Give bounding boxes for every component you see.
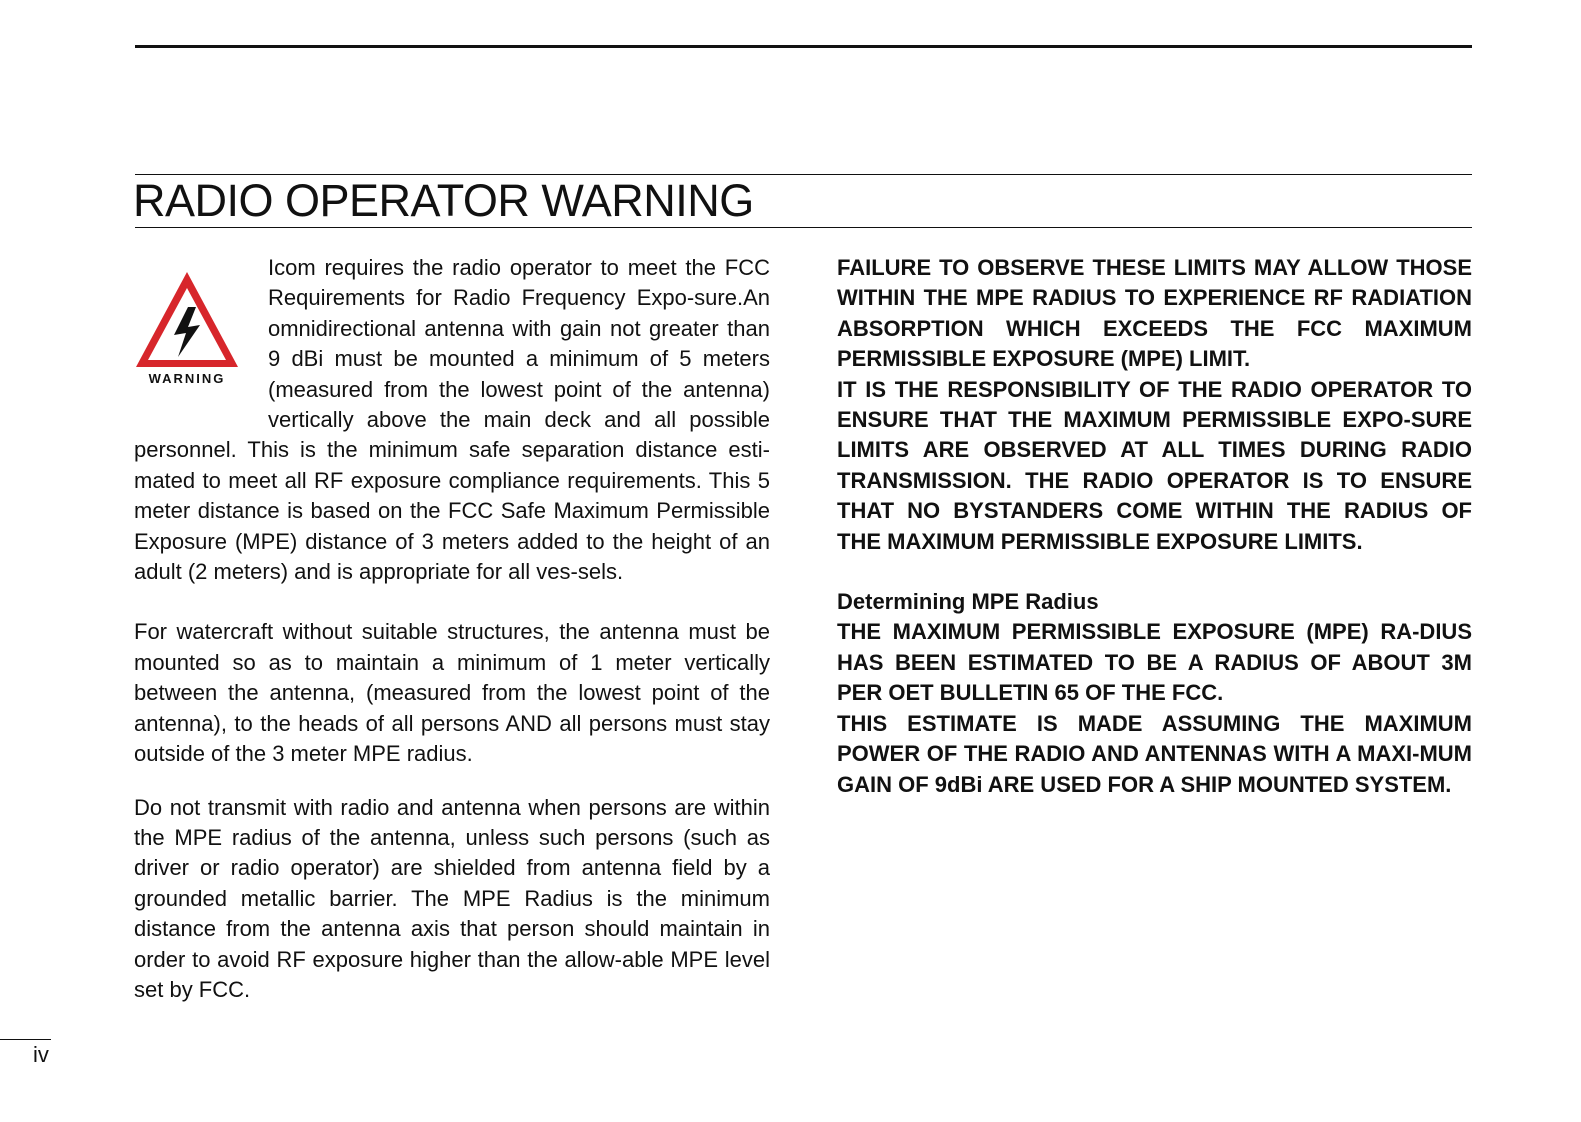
- page-number: iv: [33, 1042, 49, 1067]
- responsibility-warning: IT IS THE RESPONSIBILITY OF THE RADIO OPERATOR TO ENSURE THAT THE MAXIMUM PERMISSIBLE EXPO-SURE LIMITS ARE OBSERVED AT ALL TIMES DURING RADIO TRANSMISSION. THE RADIO OPERATOR IS TO ENSURE THAT NO BYSTANDERS COME WITHIN THE RADIUS OF THE MAXIMUM PERMISSIBLE EXPOSURE LIMITS.: [837, 376, 1472, 554]
- right-column: [837, 253, 1472, 800]
- top-rule: [135, 45, 1472, 48]
- intro-paragraph: Icom requires the radio operator to meet the FCC Requirements for Radio Frequency Expo-sure.An omnidirectional antenna with gain not greater than 9 dBi must be mounted a minimum of 5 meters (measured from the lowest point of the antenna) vertically above the main deck and all possible personnel. This is the minimum safe separation distance esti-mated to meet all RF exposure compliance requirements. This 5 meter distance is based on the FCC Safe Maximum Permissible Exposure (MPE) distance of 3 meters added to the height of an adult (2 meters) and is appropriate for all ves-sels.: [134, 255, 770, 585]
- warning-symbol: [134, 269, 246, 417]
- mpe-assumption: THIS ESTIMATE IS MADE ASSUMING THE MAXIMUM POWER OF THE RADIO AND ANTENNAS WITH A MAXI-MUM GAIN OF 9dBi ARE USED FOR A SHIP MOUNTED SYSTEM.: [837, 710, 1472, 797]
- page-title: RADIO OPERATOR WARNING: [133, 175, 754, 226]
- mpe-radius-estimate: THE MAXIMUM PERMISSIBLE EXPOSURE (MPE) RA-DIUS HAS BEEN ESTIMATED TO BE A RADIUS OF ABOUT 3M PER OET BULLETIN 65 OF THE FCC.: [837, 619, 1472, 706]
- warning-caption: WARNING: [148, 371, 226, 386]
- lightning-warning-triangle-icon: [134, 269, 240, 371]
- mpe-radius-heading: Determining MPE Radius: [837, 589, 1099, 615]
- failure-warning: FAILURE TO OBSERVE THESE LIMITS MAY ALLOW THOSE WITHIN THE MPE RADIUS TO EXPERIENCE RF RADIATION ABSORPTION WHICH EXCEEDS THE FCC MAXIMUM PERMISSIBLE EXPOSURE (MPE) LIMIT.: [837, 255, 1472, 372]
- title-rule-bottom: [135, 227, 1472, 228]
- left-column: [134, 253, 770, 1005]
- watercraft-paragraph: For watercraft without suitable structures, the antenna must be mounted so as to maintain a minimum of 1 meter vertically between the antenna, (measured from the lowest point of the antenna), to the heads of all persons AND all persons must stay outside of the 3 meter MPE radius.: [134, 619, 770, 767]
- transmit-paragraph: Do not transmit with radio and antenna when persons are within the MPE radius of the antenna, unless such persons (such as driver or radio operator) are shielded from antenna field by a grounded metallic barrier. The MPE Radius is the minimum distance from the antenna axis that person should maintain in order to avoid RF exposure higher than the allow-able MPE level set by FCC.: [134, 794, 770, 1002]
- page-number-rule: [0, 1039, 51, 1040]
